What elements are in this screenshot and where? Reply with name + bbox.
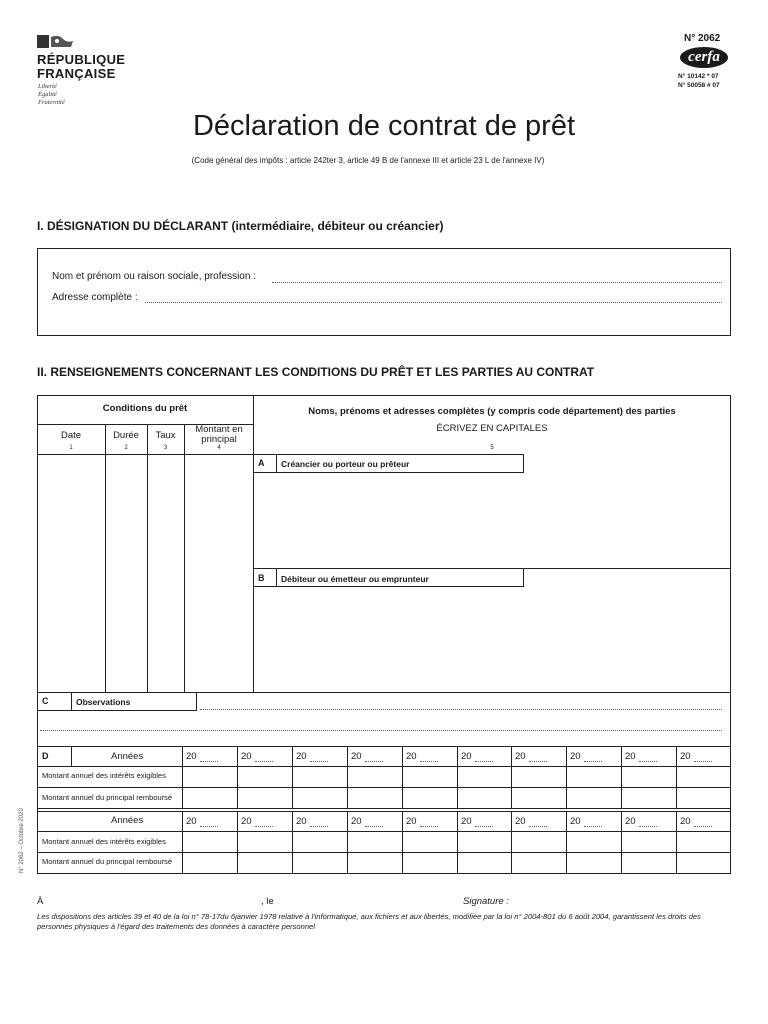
amount-principal-1-1[interactable] — [183, 788, 236, 807]
parties-num: 5 — [490, 445, 494, 451]
amount-principal-2-9[interactable] — [622, 853, 675, 872]
signature-label: Signature : — [463, 896, 509, 907]
amount-interest-2-5[interactable] — [403, 832, 456, 851]
col-duree-label: Durée — [113, 430, 139, 441]
years-label-1: Années — [111, 751, 144, 762]
col-date-label: Date — [60, 430, 82, 441]
cerfa-ref-2: N° 50058 # 07 — [678, 82, 720, 89]
amount-principal-1-4[interactable] — [348, 788, 401, 807]
observations-field-2[interactable] — [40, 730, 722, 731]
year-1-3-field[interactable] — [310, 761, 328, 762]
side-reference: N° 2062 – Octobre 2020 — [19, 808, 25, 873]
year-2-9-prefix: 20 — [625, 816, 636, 827]
year-1-6-prefix: 20 — [461, 751, 472, 762]
amount-interest-2-10[interactable] — [677, 832, 730, 851]
year-1-8-field[interactable] — [584, 761, 602, 762]
col-date-num: 1 — [69, 445, 73, 451]
year-2-8-prefix: 20 — [570, 816, 581, 827]
amount-interest-1-3[interactable] — [293, 767, 346, 786]
year-2-1-prefix: 20 — [186, 816, 197, 827]
year-2-10-field[interactable] — [694, 826, 712, 827]
year-1-7-prefix: 20 — [515, 751, 526, 762]
year-2-5-field[interactable] — [420, 826, 438, 827]
row-interest-label-1: Montant annuel des intérêts exigibles — [42, 771, 166, 780]
page-subtitle: (Code général des impôts : article 242ter 3, article 49 B de l'annexe III et article 23 L de l'annexe IV) — [191, 156, 545, 165]
year-1-1-field[interactable] — [200, 761, 218, 762]
year-1-7-field[interactable] — [529, 761, 547, 762]
amount-principal-2-4[interactable] — [348, 853, 401, 872]
year-2-4-field[interactable] — [365, 826, 383, 827]
year-1-4-prefix: 20 — [351, 751, 362, 762]
year-2-10-prefix: 20 — [680, 816, 691, 827]
amount-principal-1-3[interactable] — [293, 788, 346, 807]
amount-interest-2-6[interactable] — [458, 832, 511, 851]
year-1-8-prefix: 20 — [570, 751, 581, 762]
d-letter: D — [42, 751, 49, 761]
year-1-3-prefix: 20 — [296, 751, 307, 762]
date-cell[interactable] — [38, 455, 105, 692]
observations-label: Observations — [76, 697, 131, 707]
party-a-letter: A — [258, 458, 265, 468]
cerfa-ref-1: N° 10142 * 07 — [678, 73, 719, 80]
year-2-9-field[interactable] — [639, 826, 657, 827]
declarant-box — [37, 248, 731, 336]
amount-interest-2-9[interactable] — [622, 832, 675, 851]
amount-principal-2-2[interactable] — [238, 853, 291, 872]
amount-principal-1-6[interactable] — [458, 788, 511, 807]
party-b-label: Débiteur ou émetteur ou emprunteur — [281, 574, 429, 584]
amount-principal-1-5[interactable] — [403, 788, 456, 807]
amount-principal-1-9[interactable] — [622, 788, 675, 807]
row-interest-label-2: Montant annuel des intérêts exigibles — [42, 837, 166, 846]
republic-line-2: FRANÇAISE — [37, 66, 116, 81]
page-title: Déclaration de contrat de prêt — [192, 110, 576, 142]
year-2-1-field[interactable] — [200, 826, 218, 827]
amount-principal-2-10[interactable] — [677, 853, 730, 872]
name-field-label: Nom et prénom ou raison sociale, profession : — [52, 271, 256, 282]
parties-heading: Noms, prénoms et adresses complètes (y compris code département) des parties — [308, 406, 676, 417]
section-2-heading: II. RENSEIGNEMENTS CONCERNANT LES CONDITIONS DU PRÊT ET LES PARTIES AU CONTRAT — [37, 365, 595, 379]
row-principal-label-2: Montant annuel du principal remboursé — [42, 857, 173, 866]
observations-letter: C — [42, 696, 49, 706]
year-2-6-prefix: 20 — [461, 816, 472, 827]
observations-field-1[interactable] — [200, 709, 722, 710]
amount-principal-2-1[interactable] — [183, 853, 236, 872]
republic-line-1: RÉPUBLIQUE — [37, 52, 126, 67]
amount-interest-1-10[interactable] — [677, 767, 730, 786]
parties-subheading: ÉCRIVEZ EN CAPITALES — [436, 423, 548, 434]
address-field-label: Adresse complète : — [52, 292, 138, 303]
amount-principal-2-6[interactable] — [458, 853, 511, 872]
year-1-9-field[interactable] — [639, 761, 657, 762]
amount-principal-2-8[interactable] — [567, 853, 620, 872]
year-2-7-field[interactable] — [529, 826, 547, 827]
amount-interest-1-2[interactable] — [238, 767, 291, 786]
amount-interest-1-9[interactable] — [622, 767, 675, 786]
section-1-heading: I. DÉSIGNATION DU DÉCLARANT (intermédiaire, débiteur ou créancier) — [37, 219, 444, 233]
amount-interest-1-6[interactable] — [458, 767, 511, 786]
year-2-2-field[interactable] — [255, 826, 273, 827]
year-1-10-prefix: 20 — [680, 751, 691, 762]
amount-interest-1-5[interactable] — [403, 767, 456, 786]
name-field[interactable] — [272, 282, 722, 283]
date-label: , le — [261, 896, 274, 907]
year-2-6-field[interactable] — [475, 826, 493, 827]
amount-interest-1-4[interactable] — [348, 767, 401, 786]
year-1-5-field[interactable] — [420, 761, 438, 762]
amount-interest-1-8[interactable] — [567, 767, 620, 786]
duree-cell[interactable] — [106, 455, 147, 692]
amount-interest-1-1[interactable] — [183, 767, 236, 786]
montant-cell[interactable] — [185, 455, 253, 692]
col-taux-num: 3 — [163, 445, 168, 451]
year-2-5-prefix: 20 — [406, 816, 417, 827]
amount-interest-2-4[interactable] — [348, 832, 401, 851]
col-montant-label: Montant en principal — [195, 424, 243, 445]
amount-interest-1-7[interactable] — [512, 767, 565, 786]
year-1-5-prefix: 20 — [406, 751, 417, 762]
taux-cell[interactable] — [148, 455, 184, 692]
amount-principal-2-7[interactable] — [512, 853, 565, 872]
legal-notice: Les dispositions des articles 39 et 40 de la loi n° 78-17du 6janvier 1978 relative à l'informatique, aux fichiers et aux libertés, modifiée par la loi n° 2004-801 du 6 août 2004, garantissent les droits des personnes physiques à l'égard des traitements des données à caractère personnel — [37, 912, 701, 931]
place-label: À — [37, 896, 44, 907]
year-2-8-field[interactable] — [584, 826, 602, 827]
party-b-letter: B — [258, 573, 265, 583]
year-2-7-prefix: 20 — [515, 816, 526, 827]
amount-interest-2-1[interactable] — [183, 832, 236, 851]
motto-egalite: Égalité — [38, 91, 57, 98]
year-2-3-field[interactable] — [310, 826, 328, 827]
amount-interest-2-8[interactable] — [567, 832, 620, 851]
address-field[interactable] — [145, 302, 722, 303]
motto-fraternite: Fraternité — [38, 99, 65, 106]
year-2-3-prefix: 20 — [296, 816, 307, 827]
col-taux-label: Taux — [155, 430, 176, 441]
amount-principal-1-8[interactable] — [567, 788, 620, 807]
year-1-4-field[interactable] — [365, 761, 383, 762]
cerfa-logo — [680, 47, 728, 68]
amount-principal-2-3[interactable] — [293, 853, 346, 872]
party-a-label: Créancier ou porteur ou prêteur — [281, 459, 410, 469]
year-2-2-prefix: 20 — [241, 816, 252, 827]
col-duree-num: 2 — [124, 445, 128, 451]
year-2-4-prefix: 20 — [351, 816, 362, 827]
year-1-2-field[interactable] — [255, 761, 273, 762]
amount-interest-2-7[interactable] — [512, 832, 565, 851]
year-1-9-prefix: 20 — [625, 751, 636, 762]
amount-principal-1-2[interactable] — [238, 788, 291, 807]
motto-liberte: Liberté — [38, 83, 57, 90]
year-1-10-field[interactable] — [694, 761, 712, 762]
years-label-2: Années — [111, 815, 144, 826]
motto — [38, 83, 65, 107]
form-number: N° 2062 — [684, 33, 721, 44]
amount-principal-1-10[interactable] — [677, 788, 730, 807]
marianne-logo — [37, 35, 75, 48]
cerfa-logo-text: cerfa — [688, 49, 720, 65]
party-b-field[interactable] — [254, 588, 730, 692]
row-principal-label-1: Montant annuel du principal remboursé — [42, 793, 173, 802]
year-1-2-prefix: 20 — [241, 751, 252, 762]
amount-interest-2-3[interactable] — [293, 832, 346, 851]
col-montant-num: 4 — [217, 445, 221, 451]
conditions-heading: Conditions du prêt — [102, 403, 188, 414]
amount-interest-2-2[interactable] — [238, 832, 291, 851]
amount-principal-1-7[interactable] — [512, 788, 565, 807]
year-1-1-prefix: 20 — [186, 751, 197, 762]
year-1-6-field[interactable] — [475, 761, 493, 762]
party-a-field[interactable] — [254, 474, 730, 568]
amount-principal-2-5[interactable] — [403, 853, 456, 872]
